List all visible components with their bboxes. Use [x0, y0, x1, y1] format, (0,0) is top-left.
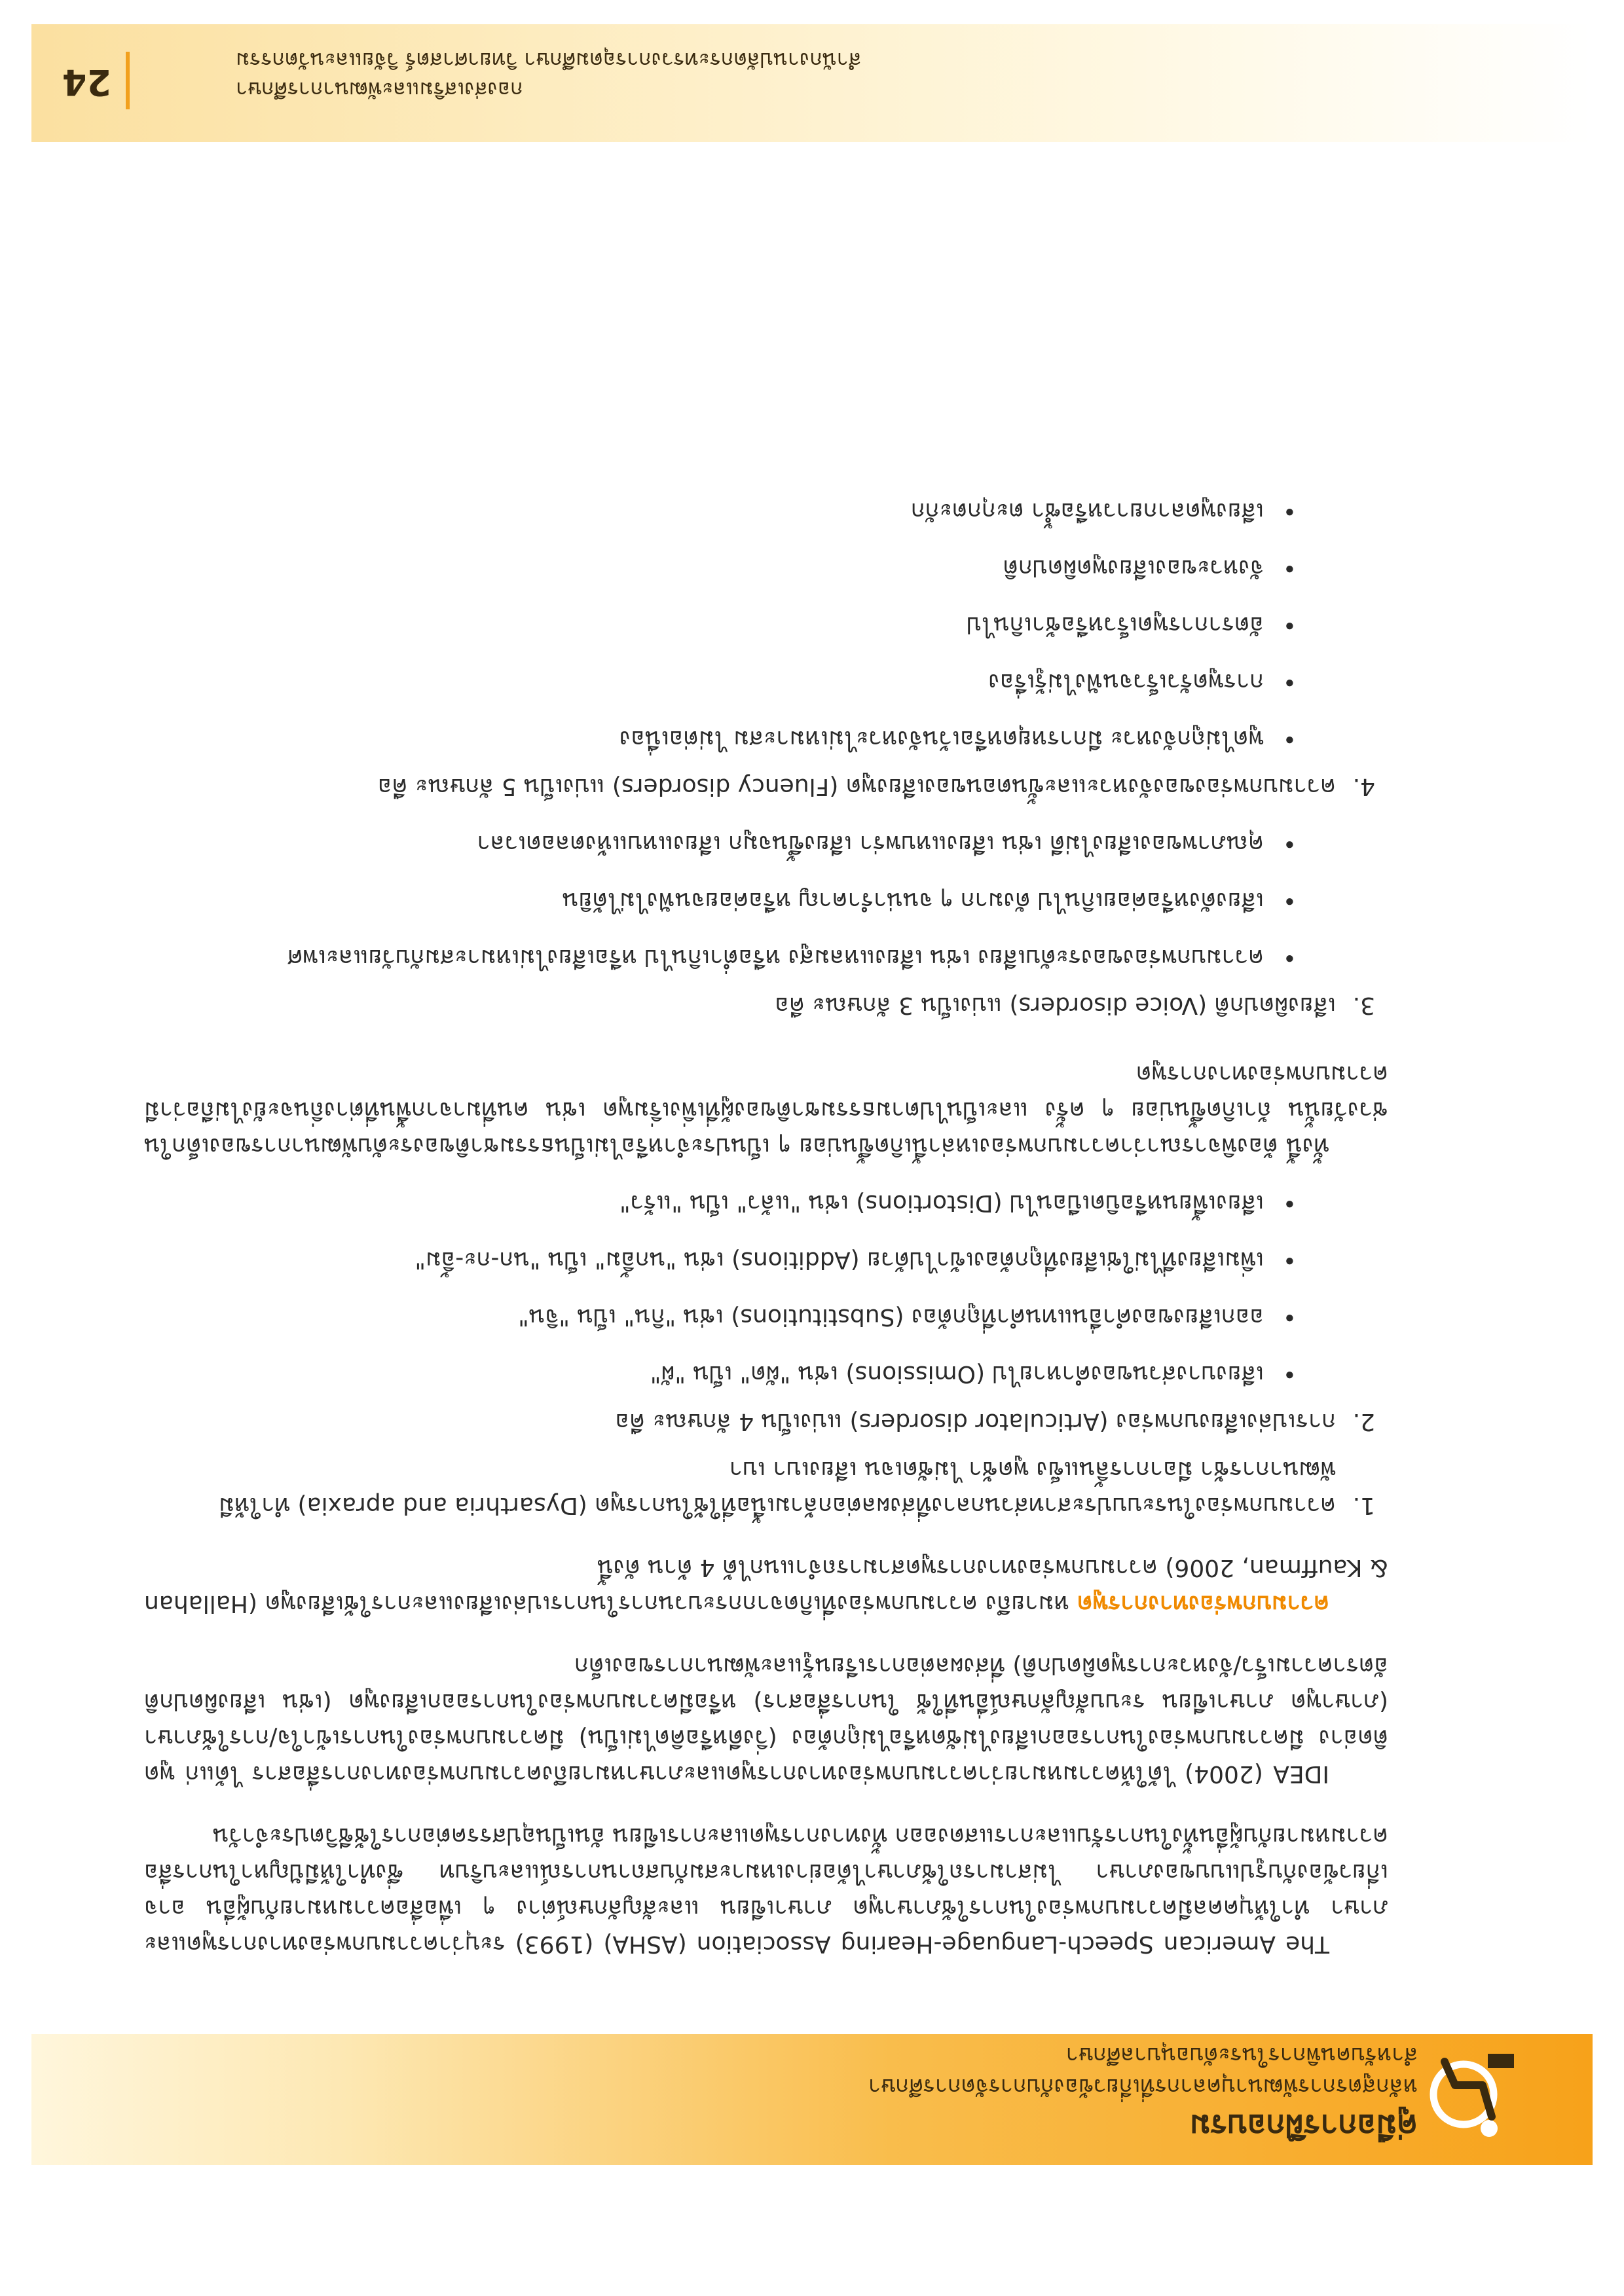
bullet-list-voice: [144, 826, 1388, 975]
item-number: 1.: [1352, 1492, 1375, 1519]
list-item: • ความบกพร่องของระดับเสียง เช่น เสียงแหลมสูง หรือต่ำเกินไป หรือเสียงไม่เหมาะสมกับวัยและเพศ: [144, 939, 1264, 975]
footer-divider: [126, 52, 130, 109]
bullet-list-fluency: [144, 493, 1388, 757]
bullet-list-articulation: [144, 1185, 1388, 1392]
list-item: • เสียงบางส่วนของคำหายไป (Omissions) เช่น "ผัด" เป็น "ผั": [144, 1356, 1264, 1392]
list-item: • คุณภาพของเสียงไม่ดี เช่น เสียงแหบพร่า เสียงขึ้นจมูก เสียงแหบแห้งตลอดเวลา: [144, 826, 1264, 862]
list-item: • เสียงเพี้ยนหรือบิดเบือนไป (Distortions) เช่น "แล้ว" เป็น "แร้ว": [144, 1185, 1264, 1221]
item-number: 4.: [1352, 773, 1375, 800]
item-text: ความบกพร่องในระบบประสาทส่วนกลางที่ส่งผลต่อกล้ามเนื้อที่ใช้ในการพูด (Dysarthria and apraxia) ทำให้มีพัฒนาการช้า มีอาการลิ้นแข็ง พูดช้า ไม่ชัดเจน เสียงเบา เบา: [219, 1456, 1336, 1519]
paragraph-note: ทั้งนี้ ต้องพิจารณาว่าความบกพร่องเหล่านี้เกิดขึ้นบ่อย ๆ เป็นประจำหรือไม่เป็นธรรมชาติของระดับพัฒนาการของเด็กในช่วงวัยนั้น ถ้าเกิดขึ้นบ่อย ๆ ครั้ง และเป็นไปตามธรรมชาติของผู้ที่เพิ่งเริ่มพูด เช่น คนที่มาจากพื้นที่ต่างถิ่นจะยังไม่ถือว่ามีความบกพร่องทางการพูด: [144, 1061, 1388, 1159]
numbered-item-4: [144, 769, 1388, 805]
item-number: 2.: [1352, 1408, 1375, 1435]
item-text: เสียงผิดปกติ (Voice disorders) แบ่งเป็น 3 ลักษณะ คือ: [775, 992, 1336, 1019]
list-item: • การพูดรัวเร็วจนฟังไม่รู้เรื่อง: [144, 664, 1264, 700]
list-item: • เพิ่มเสียงที่ไม่ใช่เสียงที่ถูกต้องเข้าไปด้วย (Additions) เช่น "นกอิ้ม" เป็น "นก-กะ-อิ้ม": [144, 1242, 1264, 1278]
footer-ministry: สำนักงานปลัดกระทรวงการอุดมศึกษา วิทยาศาสตร์ วิจัยและนวัตกรรม: [236, 48, 862, 73]
paragraph-asha: The American Speech-Language-Hearing Association (ASHA) (1993) ระบุว่าความบกพร่องทางการพูดและภาษา ทำให้บุคคลมีความบกพร่องในการใช้ภาษาพูด ภาษาเขียน และสัญลักษณ์ต่าง ๆ เพื่อสื่อความหมายกับผู้อื่น อาจเกี่ยวข้องกับรูปแบบของภาษา ไม่สามารถใช้ภาษาได้อย่างเหมาะสมกับสถานการณ์และบริบท ซึ่งทำให้มีปัญหาในการสื่อความหมายกับผู้อื่นทั้งในการรับและการแสดงออก ทั้งทางการพูดและการเขียน อันเป็นอุปสรรคต่อการใช้ชีวิตประจำวัน: [144, 1823, 1388, 1958]
document-body: [144, 472, 1388, 1962]
section-heading: ความบกพร่องทางการพูด: [1077, 1590, 1329, 1617]
brand-subtitle: หลักสูตรการพัฒนาบุคลากรที่เกี่ยวข้องกับการจัดการศึกษา: [868, 2073, 1418, 2100]
brand-title: คู่มือการฝึกอบรม: [1189, 2107, 1418, 2144]
item-text: การเปล่งเสียงบกพร่อง (Articulator disorders) แบ่งเป็น 4 ลักษณะ คือ: [615, 1408, 1336, 1435]
page-number: 24: [62, 62, 111, 103]
item-number: 3.: [1352, 992, 1375, 1019]
list-item: • เสียงดังหรือค่อยเกินไป ดังมาก ๆ จนน่ารำคาญ หรือค่อยจนฟังไม่ได้ยิน: [144, 883, 1264, 919]
list-item: • ออกเสียงของคำอื่นแทนคำที่ถูกต้อง (Substitutions) เช่น "กิน" เป็น "จิน": [144, 1299, 1264, 1335]
paragraph-idea: IDEA (2004) ได้ให้ความหมายว่าความบกพร่องทางการพูดและภาษาหมายถึงความบกพร่องทางการสื่อสาร ได้แก่ พูดติดอ่าง มีความบกพร่องในการออกเสียงไม่ชัดหรือไม่ถูกต้อง (วิ่งดีหรือคิดไม่เป็น) มีความบกพร่องในการเข้าใจ/การใช้ภาษา (ภาษาพูด ภาษาเขียน ระบบสัญลักษณ์อื่นที่ใช้ ในการสื่อสาร) หรือมีความบกพร่องในการออกเสียงพูด (เช่น เสียงผิดปกติ อัตราความเร็ว/จังหวะการพูดผิดปกติ) ที่ส่งผลต่อการเรียนรู้และพัฒนาการของเด็ก: [144, 1652, 1388, 1787]
list-item: • จังหวะของเสียงพูดผิดปกติ: [144, 550, 1264, 586]
list-item: • เสียงพูดลากยาวหรือซ้ำ ตะกุกตะกัก: [144, 493, 1264, 529]
brand-subtitle-2: สำหรับคนพิการในระดับอนุบาลศึกษา: [1065, 2042, 1418, 2068]
paragraph-speech-definition: [144, 1550, 1388, 1622]
numbered-item-1: [144, 1451, 1388, 1523]
item-text: ความบกพร่องของจังหวะและขั้นตอนของเสียงพูด (Fluency disorders) แบ่งเป็น 5 ลักษณะ คือ: [377, 773, 1336, 800]
section-intro: หมายถึง ความบกพร่องที่เกิดจากกระบวนการในการเปล่งเสียงและการใช้เสียงพูด (Hallahan & Kauffman, 2006) ความบกพร่องทางการพูดสามารถจำแนกได้ 4 ด้าน ดังนี้: [144, 1554, 1388, 1617]
numbered-item-3: [144, 987, 1388, 1023]
list-item: • อัตราการพูดเร็วหรือช้าเกินไป: [144, 607, 1264, 643]
wheelchair-logo-icon: [1428, 2047, 1526, 2145]
numbered-item-2: [144, 1404, 1388, 1440]
list-item: • พูดไม่ถูกจังหวะ มีการหยุดหรือเว้นจังหวะไม่เหมาะสม ไม่ต่อเนื่อง: [144, 721, 1264, 757]
footer-org: กองส่งเสริมและพัฒนาการศึกษา: [236, 77, 523, 102]
